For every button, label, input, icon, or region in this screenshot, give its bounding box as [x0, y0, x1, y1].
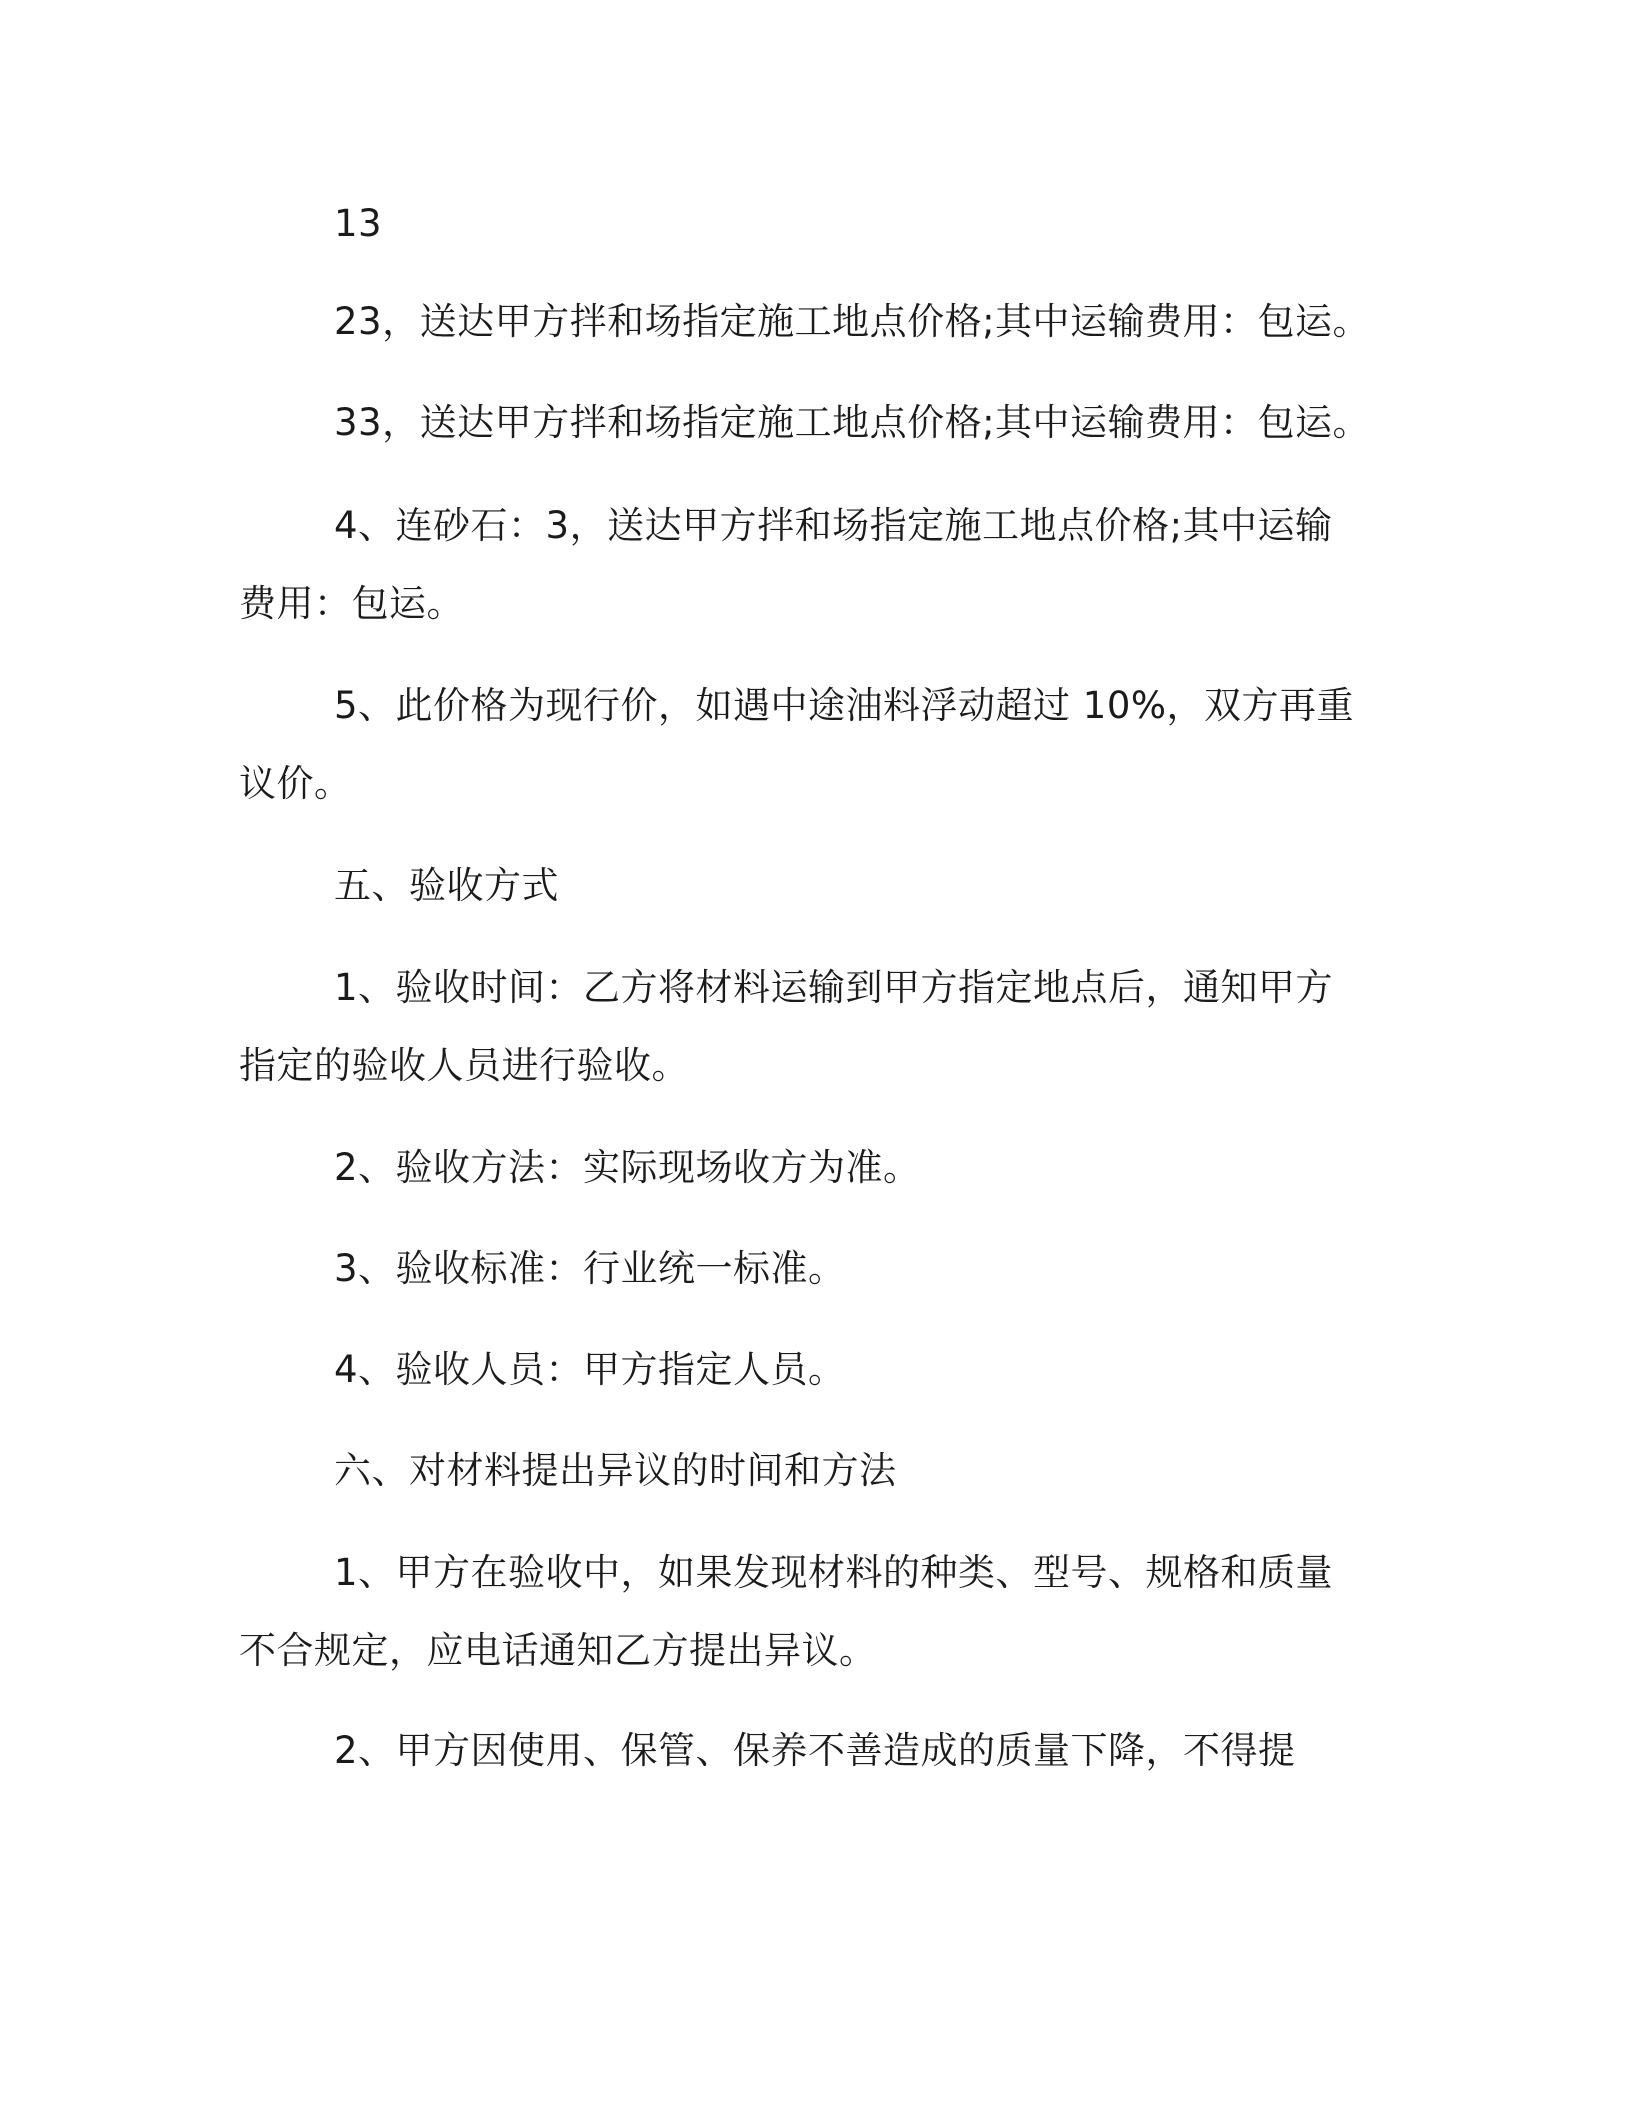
- section-heading-objection: 六、对材料提出异议的时间和方法: [334, 1449, 897, 1492]
- paragraph-acceptance-standard: 3、验收标准：行业统一标准。: [334, 1247, 846, 1290]
- paragraph-3: 33，送达甲方拌和场指定施工地点价格;其中运输费用：包运。: [334, 401, 1371, 444]
- paragraph-2: 23，送达甲方拌和场指定施工地点价格;其中运输费用：包运。: [334, 300, 1371, 343]
- paragraph-acceptance-method: 2、验收方法：实际现场收方为准。: [334, 1146, 921, 1189]
- paragraph-5: 5、此价格为现行价，如遇中途油料浮动超过 10%，双方再重议价。: [239, 684, 1355, 805]
- paragraph-4: 4、连砂石：3，送达甲方拌和场指定施工地点价格;其中运输费用：包运。: [239, 504, 1333, 625]
- paragraph-objection-1: 1、甲方在验收中，如果发现材料的种类、型号、规格和质量不合规定，应电话通知乙方提出异议。: [239, 1551, 1334, 1672]
- paragraph-1: 13: [334, 202, 383, 245]
- paragraph-objection-2: 2、甲方因使用、保管、保养不善造成的质量下降，不得提: [334, 1729, 1296, 1772]
- section-heading-acceptance: 五、验收方式: [334, 864, 559, 907]
- paragraph-acceptance-time: 1、验收时间：乙方将材料运输到甲方指定地点后，通知甲方指定的验收人员进行验收。: [239, 966, 1334, 1087]
- paragraph-acceptance-personnel: 4、验收人员：甲方指定人员。: [334, 1348, 846, 1391]
